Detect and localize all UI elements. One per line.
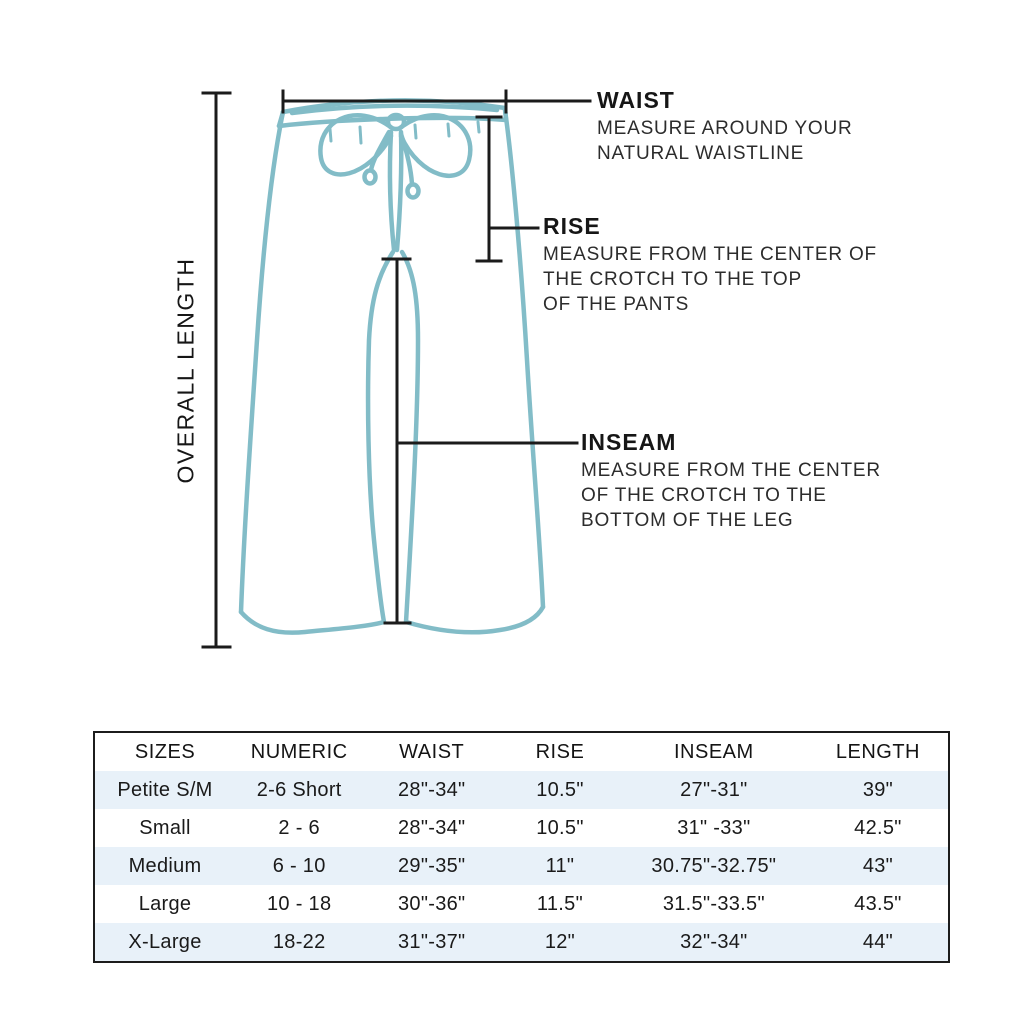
cell-waist: 31"-37" — [397, 930, 466, 953]
cell-rise: 10.5" — [536, 816, 584, 839]
cell-waist: 29"-35" — [397, 854, 466, 877]
table-row-medium — [94, 847, 949, 885]
cell-rise: 10.5" — [536, 778, 584, 801]
inseam-description: MEASURE FROM THE CENTER OF THE CROTCH TO THE BOTTOM OF THE LEG — [581, 460, 881, 531]
waist-label-block — [597, 87, 853, 166]
rise-description: MEASURE FROM THE CENTER OF THE CROTCH TO THE TOP OF THE PANTS — [543, 244, 877, 315]
cell-size: Large — [138, 892, 192, 915]
header-sizes: SIZES — [134, 740, 196, 763]
overall-length-label: OVERALL LENGTH — [172, 257, 199, 484]
table-row-xlarge — [94, 923, 949, 962]
cell-size: Petite S/M — [117, 778, 213, 801]
table-row-small — [94, 809, 949, 847]
cell-waist: 28"-34" — [397, 816, 466, 839]
cell-size: X-Large — [128, 930, 202, 953]
cell-inseam: 31.5"-33.5" — [662, 892, 765, 915]
cell-inseam: 31" -33" — [677, 816, 751, 839]
cell-length: 42.5" — [854, 816, 902, 839]
inseam-label-block — [581, 429, 881, 533]
table-row-petite — [94, 771, 949, 809]
rise-label-block — [543, 213, 877, 317]
cell-waist: 28"-34" — [397, 778, 466, 801]
cell-rise: 11" — [545, 854, 575, 877]
rise-title: RISE — [543, 213, 601, 239]
waist-description: MEASURE AROUND YOUR NATURAL WAISTLINE — [597, 118, 853, 164]
pants-outline — [241, 100, 543, 632]
cell-size: Small — [139, 816, 191, 839]
overall-length-line — [203, 93, 230, 647]
cell-size: Medium — [128, 854, 202, 877]
table-row-large — [94, 885, 949, 923]
header-length: LENGTH — [835, 740, 920, 763]
header-waist: WAIST — [399, 740, 465, 763]
cell-inseam: 27"-31" — [680, 778, 748, 801]
size-chart-table — [93, 731, 950, 963]
cell-length: 43" — [862, 854, 894, 877]
cell-inseam: 32"-34" — [680, 930, 748, 953]
cell-length: 39" — [862, 778, 894, 801]
header-inseam: INSEAM — [674, 740, 754, 763]
cell-length: 43.5" — [854, 892, 902, 915]
cell-numeric: 10 - 18 — [267, 892, 332, 915]
table-header-row — [94, 732, 949, 771]
cell-numeric: 2 - 6 — [278, 816, 320, 839]
measurement-lines — [203, 91, 590, 647]
cell-numeric: 2-6 Short — [256, 778, 342, 801]
cell-inseam: 30.75"-32.75" — [651, 854, 777, 877]
header-rise: RISE — [535, 740, 585, 763]
inseam-title: INSEAM — [581, 429, 677, 455]
cell-rise: 11.5" — [536, 892, 583, 915]
cell-rise: 12" — [544, 930, 576, 953]
header-numeric: NUMERIC — [250, 740, 348, 763]
cell-waist: 30"-36" — [397, 892, 466, 915]
cell-numeric: 18-22 — [272, 930, 326, 953]
waist-title: WAIST — [597, 87, 675, 113]
cell-numeric: 6 - 10 — [272, 854, 326, 877]
cell-length: 44" — [862, 930, 894, 953]
